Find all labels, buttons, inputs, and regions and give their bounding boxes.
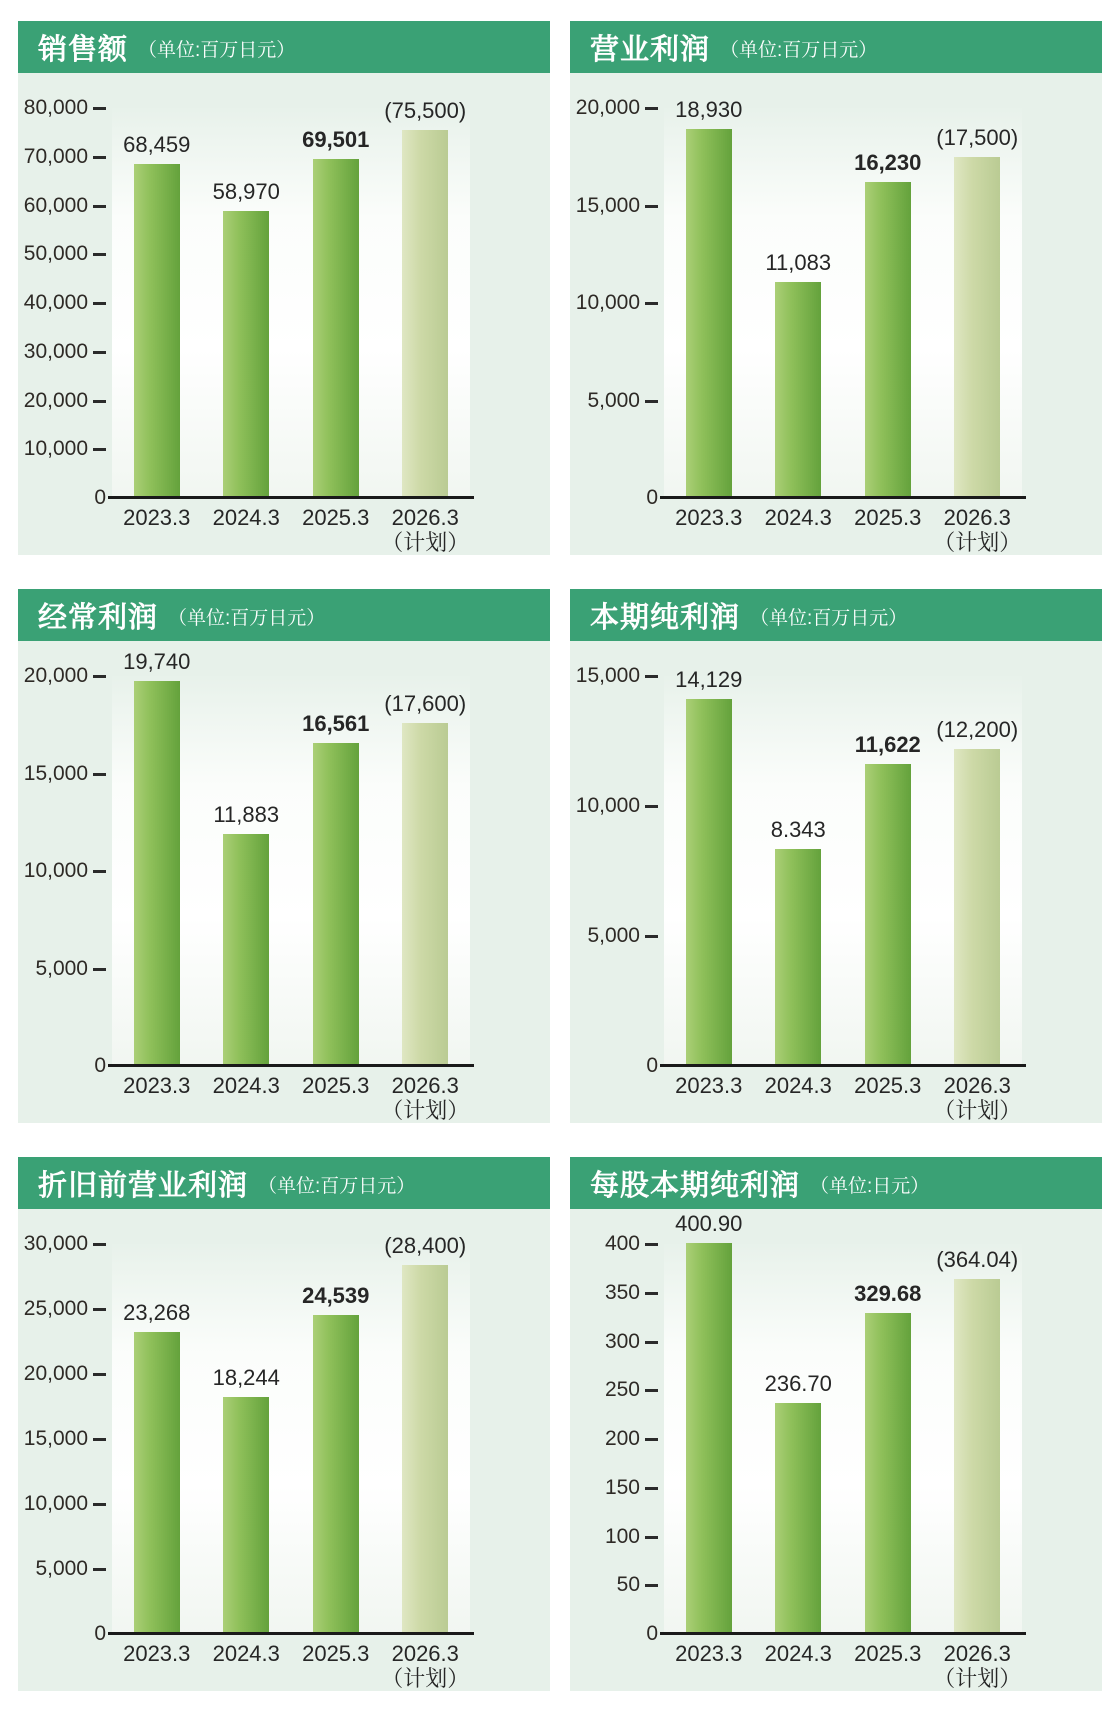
y-tick-value: 5,000: [587, 388, 640, 412]
bar-value-label: (12,200): [936, 717, 1019, 742]
y-tick-label: [18, 339, 106, 365]
x-tick-label: [933, 1641, 1021, 1691]
bar-slot: [933, 108, 1023, 498]
bar-slot: [933, 1244, 1023, 1634]
bar: [686, 699, 732, 1066]
bar-slot: [202, 676, 292, 1066]
bar-value-label: 68,459: [123, 132, 191, 157]
y-tick-value: 5,000: [35, 956, 88, 980]
bar-slot: [291, 676, 381, 1066]
x-tick-year: 2024.3: [212, 1641, 280, 1666]
bar-slot: [291, 1244, 381, 1634]
y-tick-value: 0: [94, 486, 106, 509]
x-tick-plan-label: （计划）: [933, 530, 1022, 555]
y-tick-label: [570, 1475, 658, 1501]
y-tick-label: [18, 1231, 106, 1257]
x-axis-baseline: [660, 1064, 1026, 1067]
bar: [865, 1313, 911, 1634]
bar-plan: [402, 723, 448, 1066]
x-tick-year: 2024.3: [764, 505, 832, 530]
plot-background: [664, 667, 1022, 1066]
bar-value-label: 400.90: [675, 1211, 743, 1236]
bar-slot: [202, 108, 292, 498]
y-tick-mark: [645, 302, 658, 305]
y-tick-label: [18, 193, 106, 219]
y-tick-value: 0: [94, 1054, 106, 1077]
chart-panel-1: [18, 21, 550, 555]
x-tick-label: [765, 1641, 832, 1666]
y-tick-value: 70,000: [23, 144, 88, 168]
bar: [686, 1243, 732, 1634]
y-tick-label: [18, 1621, 106, 1647]
x-tick-year: 2026.3: [943, 1641, 1011, 1666]
y-tick-label: [570, 95, 658, 121]
chart-unit-label: （单位:日元）: [810, 1176, 930, 1197]
bar: [775, 282, 821, 498]
y-tick-label: [18, 663, 106, 689]
plot-background: [112, 98, 470, 498]
y-tick-label: [18, 1053, 106, 1079]
bar-value-label: (364.04): [936, 1247, 1019, 1272]
chart-panel-4: [570, 589, 1102, 1123]
x-tick-label: [933, 505, 1021, 555]
y-tick-value: 10,000: [23, 437, 88, 461]
bar-slot: [664, 667, 754, 1066]
x-tick-plan-label: （计划）: [933, 1666, 1022, 1691]
y-tick-label: [570, 1280, 658, 1306]
bar-value-label: (17,600): [384, 691, 467, 716]
bar: [313, 159, 359, 498]
x-tick-label: [302, 1641, 369, 1666]
y-tick-label: [18, 1556, 106, 1582]
x-tick-label: [302, 1073, 369, 1098]
bar-slot: [754, 676, 844, 1066]
x-tick-year: 2025.3: [854, 1073, 922, 1098]
chart-title: 折旧前营业利润: [38, 1169, 249, 1202]
bar-slot: [843, 676, 933, 1066]
y-tick-label: [18, 761, 106, 787]
x-tick-year: 2024.3: [764, 1641, 832, 1666]
chart-plot-area: [18, 1209, 550, 1691]
chart-title: 销售额: [38, 33, 129, 66]
y-tick-label: [18, 388, 106, 414]
y-tick-mark: [93, 400, 106, 403]
bar-slot: [112, 108, 202, 498]
chart-header: [570, 589, 1102, 641]
x-tick-plan-label: （计划）: [381, 1666, 470, 1691]
y-tick-mark: [645, 935, 658, 938]
y-tick-mark: [93, 1308, 106, 1311]
y-tick-value: 20,000: [23, 1362, 88, 1385]
y-tick-mark: [93, 1568, 106, 1571]
x-tick-year: 2023.3: [675, 1073, 743, 1098]
y-tick-label: [18, 1426, 106, 1452]
y-tick-value: 0: [646, 486, 658, 509]
bar-value-label: 19,740: [123, 649, 191, 674]
x-tick-year: 2024.3: [212, 1073, 280, 1098]
bar: [313, 743, 359, 1066]
bar-value-label: 58,970: [212, 179, 280, 204]
y-tick-mark: [645, 1389, 658, 1392]
y-tick-mark: [645, 675, 658, 678]
y-tick-mark: [93, 1243, 106, 1246]
bar-value-label: (28,400): [384, 1233, 467, 1258]
bar-slots: [664, 97, 1022, 498]
x-tick-label: [381, 505, 469, 555]
bar-slots: [664, 1211, 1022, 1634]
chart-panel-3: [18, 589, 550, 1123]
y-tick-label: [570, 1231, 658, 1257]
x-tick-label: [302, 505, 369, 530]
bar-slot: [754, 1244, 844, 1634]
x-tick-label: [933, 1073, 1021, 1123]
bar-slot: [843, 1244, 933, 1634]
x-tick-label: [854, 505, 921, 530]
bar: [134, 1332, 180, 1634]
bar-value-label: 11,083: [765, 250, 832, 275]
y-tick-label: [570, 1329, 658, 1355]
x-tick-plan-label: （计划）: [933, 1098, 1022, 1123]
bar-plan: [954, 1279, 1000, 1634]
chart-header: [570, 21, 1102, 73]
y-tick-mark: [93, 1503, 106, 1506]
x-tick-label: [123, 505, 190, 530]
y-tick-label: [18, 1491, 106, 1517]
chart-plot-area: [18, 641, 550, 1123]
chart-title: 本期纯利润: [590, 601, 741, 634]
y-tick-mark: [645, 1438, 658, 1441]
y-tick-mark: [645, 1243, 658, 1246]
y-tick-value: 350: [604, 1280, 640, 1304]
bar-slots: [664, 667, 1022, 1066]
y-tick-value: 150: [604, 1475, 640, 1499]
bar-value-label: 24,539: [302, 1283, 370, 1308]
y-tick-value: 0: [646, 1054, 658, 1077]
bar-plan: [954, 157, 1000, 498]
bar-value-label: 16,561: [302, 711, 370, 736]
bar: [223, 211, 269, 498]
bar-slot: [381, 1233, 471, 1634]
y-tick-value: 15,000: [23, 761, 88, 785]
chart-plot-area: [18, 73, 550, 555]
y-tick-label: [18, 858, 106, 884]
chart-panel-2: [570, 21, 1102, 555]
bar: [775, 1403, 821, 1634]
y-tick-value: 60,000: [23, 193, 88, 217]
bar-value-label: 11,622: [854, 732, 921, 757]
y-tick-value: 300: [604, 1329, 640, 1353]
bar-slot: [112, 1244, 202, 1634]
x-axis-baseline: [108, 1064, 474, 1067]
y-tick-label: [18, 436, 106, 462]
x-tick-label: [213, 1641, 280, 1666]
bar-value-label: 18,930: [675, 97, 743, 122]
y-tick-label: [570, 1377, 658, 1403]
plot-background: [112, 1233, 470, 1634]
y-tick-value: 10,000: [23, 859, 88, 882]
y-tick-mark: [93, 448, 106, 451]
y-tick-label: [18, 485, 106, 511]
y-tick-value: 15,000: [575, 664, 640, 687]
x-tick-label: [675, 1641, 742, 1666]
bar-value-label: 11,883: [213, 802, 280, 827]
y-tick-value: 200: [604, 1427, 640, 1450]
bar-value-label: 14,129: [675, 667, 743, 692]
y-tick-value: 0: [94, 1622, 106, 1645]
y-tick-value: 30,000: [23, 1232, 88, 1255]
x-tick-year: 2023.3: [123, 505, 191, 530]
x-axis-baseline: [108, 496, 474, 499]
chart-unit-label: （单位:百万日元）: [750, 608, 908, 629]
bar-slots: [112, 649, 470, 1066]
y-tick-label: [18, 144, 106, 170]
x-tick-label: [854, 1073, 921, 1098]
bar-value-label: 23,268: [123, 1300, 191, 1325]
x-tick-label: [213, 1073, 280, 1098]
bar: [223, 1397, 269, 1634]
y-tick-label: [570, 1572, 658, 1598]
bar-value-label: (75,500): [384, 98, 467, 123]
x-tick-label: [123, 1641, 190, 1666]
bar-plan: [402, 130, 448, 498]
bar-value-label: (17,500): [936, 125, 1019, 150]
x-axis-baseline: [660, 496, 1026, 499]
chart-unit-label: （单位:百万日元）: [720, 40, 878, 61]
chart-header: [18, 21, 550, 73]
y-tick-mark: [645, 1584, 658, 1587]
y-tick-label: [570, 290, 658, 316]
y-tick-value: 50,000: [23, 242, 88, 266]
y-tick-label: [18, 1361, 106, 1387]
x-axis-baseline: [660, 1632, 1026, 1635]
y-tick-mark: [93, 1373, 106, 1376]
y-tick-mark: [93, 1438, 106, 1441]
y-tick-label: [570, 1426, 658, 1452]
bar: [775, 849, 821, 1066]
bar-slot: [754, 108, 844, 498]
y-tick-mark: [93, 205, 106, 208]
y-tick-mark: [645, 205, 658, 208]
y-tick-value: 80,000: [23, 96, 88, 119]
y-tick-mark: [93, 675, 106, 678]
x-tick-year: 2026.3: [391, 1641, 459, 1666]
bar-slot: [933, 676, 1023, 1066]
y-tick-label: [570, 388, 658, 414]
x-tick-label: [765, 505, 832, 530]
bar-value-label: 18,244: [212, 1365, 280, 1390]
x-tick-year: 2025.3: [854, 1641, 922, 1666]
bar: [686, 129, 732, 498]
y-tick-value: 40,000: [23, 291, 88, 314]
x-tick-year: 2025.3: [302, 505, 370, 530]
y-tick-mark: [645, 1292, 658, 1295]
bar-value-label: 69,501: [302, 127, 370, 152]
x-tick-label: [675, 505, 742, 530]
chart-header: [570, 1157, 1102, 1209]
y-tick-label: [570, 663, 658, 689]
y-tick-label: [570, 1621, 658, 1647]
x-tick-plan-label: （计划）: [381, 530, 470, 555]
y-tick-mark: [93, 773, 106, 776]
bar-slot: [112, 649, 202, 1066]
y-tick-value: 250: [604, 1378, 640, 1402]
bar-slot: [843, 108, 933, 498]
bar-slots: [112, 1233, 470, 1634]
y-tick-value: 0: [646, 1622, 658, 1645]
x-tick-year: 2023.3: [123, 1073, 191, 1098]
x-tick-year: 2026.3: [943, 1073, 1011, 1098]
y-tick-value: 20,000: [575, 96, 640, 119]
y-tick-label: [570, 923, 658, 949]
y-tick-mark: [645, 107, 658, 110]
bar-value-label: 8.343: [770, 817, 826, 842]
y-tick-label: [570, 193, 658, 219]
y-tick-value: 10,000: [575, 291, 640, 314]
chart-panel-6: [570, 1157, 1102, 1691]
bar-slot: [664, 97, 754, 498]
y-tick-value: 5,000: [35, 1557, 88, 1580]
y-tick-mark: [645, 1341, 658, 1344]
bar-value-label: 329.68: [854, 1281, 922, 1306]
x-tick-year: 2023.3: [675, 1641, 743, 1666]
y-tick-mark: [645, 1487, 658, 1490]
x-tick-year: 2025.3: [302, 1641, 370, 1666]
x-tick-label: [765, 1073, 832, 1098]
bar-slot: [291, 108, 381, 498]
x-tick-year: 2023.3: [123, 1641, 191, 1666]
x-tick-label: [675, 1073, 742, 1098]
bar-plan: [402, 1265, 448, 1634]
x-tick-label: [381, 1641, 469, 1691]
x-tick-year: 2026.3: [943, 505, 1011, 530]
y-tick-label: [18, 290, 106, 316]
y-tick-mark: [645, 400, 658, 403]
bar: [865, 764, 911, 1066]
chart-title: 经常利润: [38, 601, 159, 634]
y-tick-mark: [93, 302, 106, 305]
x-axis-baseline: [108, 1632, 474, 1635]
y-tick-label: [570, 1053, 658, 1079]
y-tick-value: 20,000: [23, 664, 88, 687]
y-tick-value: 20,000: [23, 388, 88, 412]
y-tick-label: [570, 793, 658, 819]
y-tick-mark: [93, 351, 106, 354]
y-tick-mark: [645, 805, 658, 808]
bar-slot: [381, 676, 471, 1066]
y-tick-mark: [93, 253, 106, 256]
bar: [134, 681, 180, 1066]
chart-plot-area: [570, 73, 1102, 555]
bar-value-label: 16,230: [854, 150, 922, 175]
x-tick-label: [854, 1641, 921, 1666]
bar: [223, 834, 269, 1066]
x-tick-year: 2024.3: [764, 1073, 832, 1098]
y-tick-label: [570, 1524, 658, 1550]
chart-plot-area: [570, 1209, 1102, 1691]
y-tick-mark: [93, 870, 106, 873]
x-tick-year: 2026.3: [391, 1073, 459, 1098]
chart-panel-5: [18, 1157, 550, 1691]
bar-slots: [112, 98, 470, 498]
y-tick-value: 10,000: [575, 794, 640, 817]
x-tick-label: [213, 505, 280, 530]
plot-background: [664, 1211, 1022, 1634]
y-tick-value: 10,000: [23, 1492, 88, 1515]
y-tick-value: 15,000: [575, 193, 640, 217]
chart-title: 每股本期纯利润: [590, 1169, 801, 1202]
y-tick-label: [570, 485, 658, 511]
plot-background: [664, 97, 1022, 498]
bar-plan: [954, 749, 1000, 1066]
bar-value-label: 236.70: [764, 1371, 832, 1396]
y-tick-label: [18, 1296, 106, 1322]
y-tick-value: 15,000: [23, 1427, 88, 1450]
x-tick-plan-label: （计划）: [381, 1098, 470, 1123]
bar: [134, 164, 180, 498]
y-tick-mark: [93, 156, 106, 159]
y-tick-mark: [645, 1536, 658, 1539]
bar-slot: [664, 1211, 754, 1634]
y-tick-label: [18, 956, 106, 982]
bar-slot: [202, 1244, 292, 1634]
y-tick-label: [18, 95, 106, 121]
chart-unit-label: （单位:百万日元）: [138, 40, 296, 61]
y-tick-label: [18, 241, 106, 267]
chart-title: 营业利润: [590, 33, 711, 66]
x-tick-year: 2026.3: [391, 505, 459, 530]
x-tick-year: 2024.3: [212, 505, 280, 530]
y-tick-value: 30,000: [23, 339, 88, 363]
y-tick-mark: [93, 968, 106, 971]
chart-unit-label: （单位:百万日元）: [258, 1176, 416, 1197]
chart-header: [18, 1157, 550, 1209]
bar: [865, 182, 911, 498]
y-tick-value: 25,000: [23, 1297, 88, 1320]
x-tick-label: [123, 1073, 190, 1098]
x-tick-year: 2025.3: [854, 505, 922, 530]
y-tick-value: 5,000: [587, 924, 640, 947]
y-tick-value: 400: [604, 1232, 640, 1255]
chart-header: [18, 589, 550, 641]
y-tick-value: 100: [604, 1524, 640, 1548]
plot-background: [112, 649, 470, 1066]
y-tick-mark: [93, 107, 106, 110]
chart-unit-label: （单位:百万日元）: [168, 608, 326, 629]
chart-plot-area: [570, 641, 1102, 1123]
bar: [313, 1315, 359, 1634]
x-tick-year: 2023.3: [675, 505, 743, 530]
y-tick-value: 50: [616, 1573, 640, 1597]
x-tick-year: 2025.3: [302, 1073, 370, 1098]
bar-slot: [381, 98, 471, 498]
x-tick-label: [381, 1073, 469, 1123]
